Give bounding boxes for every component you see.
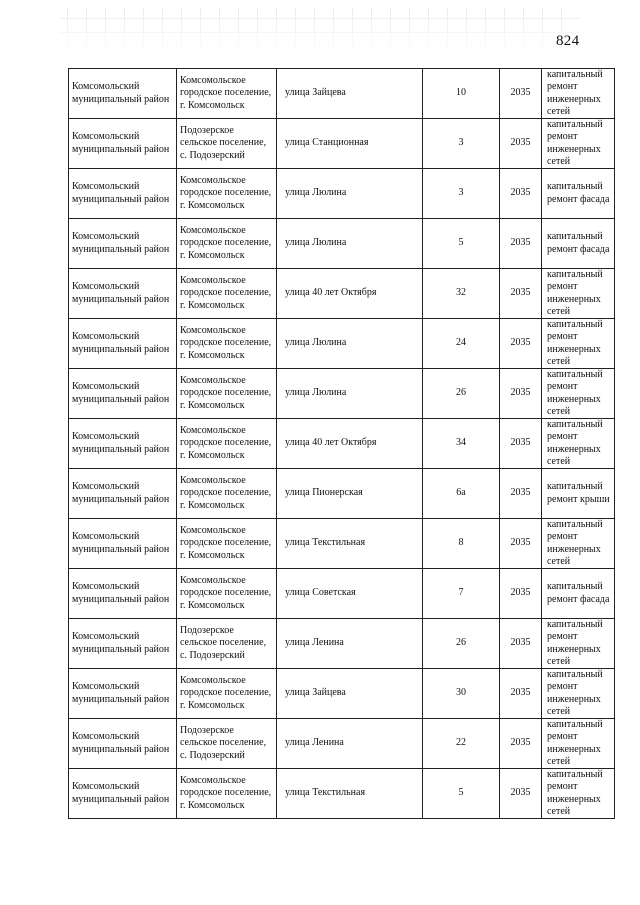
street-cell: улица Станционная <box>277 119 423 169</box>
district-cell: Комсомольский муниципальный район <box>69 419 177 469</box>
settlement-cell: Комсомольское городское поселение, г. Комсомольск <box>177 419 277 469</box>
street-cell: улица Зайцева <box>277 69 423 119</box>
year-cell: 2035 <box>500 219 542 269</box>
table-row <box>69 619 615 669</box>
house-number-cell: 6а <box>423 469 500 519</box>
work-type-cell: капитальный ремонт инженерных сетей <box>542 419 615 469</box>
settlement-cell: Комсомольское городское поселение, г. Комсомольск <box>177 569 277 619</box>
house-number-cell: 26 <box>423 369 500 419</box>
table-row <box>69 269 615 319</box>
house-number-cell: 3 <box>423 119 500 169</box>
house-number-cell: 24 <box>423 319 500 369</box>
settlement-cell: Подозерское сельское поселение, с. Подозерский <box>177 119 277 169</box>
street-cell: улица Пионерская <box>277 469 423 519</box>
district-cell: Комсомольский муниципальный район <box>69 319 177 369</box>
year-cell: 2035 <box>500 69 542 119</box>
house-number-cell: 10 <box>423 69 500 119</box>
district-cell: Комсомольский муниципальный район <box>69 169 177 219</box>
work-type-cell: капитальный ремонт фасада <box>542 169 615 219</box>
year-cell: 2035 <box>500 569 542 619</box>
table-row <box>69 569 615 619</box>
street-cell: улица Люлина <box>277 169 423 219</box>
table-row <box>69 469 615 519</box>
settlement-cell: Комсомольское городское поселение, г. Комсомольск <box>177 469 277 519</box>
district-cell: Комсомольский муниципальный район <box>69 569 177 619</box>
table-row <box>69 319 615 369</box>
table-row <box>69 769 615 819</box>
table-row <box>69 169 615 219</box>
table-row <box>69 419 615 469</box>
district-cell: Комсомольский муниципальный район <box>69 269 177 319</box>
street-cell: улица 40 лет Октября <box>277 419 423 469</box>
year-cell: 2035 <box>500 269 542 319</box>
work-type-cell: капитальный ремонт инженерных сетей <box>542 369 615 419</box>
house-number-cell: 22 <box>423 719 500 769</box>
house-number-cell: 8 <box>423 519 500 569</box>
work-type-cell: капитальный ремонт инженерных сетей <box>542 519 615 569</box>
work-type-cell: капитальный ремонт инженерных сетей <box>542 119 615 169</box>
table-row <box>69 119 615 169</box>
table-row <box>69 669 615 719</box>
settlement-cell: Комсомольское городское поселение, г. Комсомольск <box>177 319 277 369</box>
street-cell: улица Ленина <box>277 719 423 769</box>
year-cell: 2035 <box>500 669 542 719</box>
work-type-cell: капитальный ремонт инженерных сетей <box>542 769 615 819</box>
work-type-cell: капитальный ремонт инженерных сетей <box>542 319 615 369</box>
table-row <box>69 369 615 419</box>
settlement-cell: Комсомольское городское поселение, г. Комсомольск <box>177 769 277 819</box>
year-cell: 2035 <box>500 719 542 769</box>
year-cell: 2035 <box>500 469 542 519</box>
street-cell: улица Текстильная <box>277 769 423 819</box>
work-type-cell: капитальный ремонт инженерных сетей <box>542 69 615 119</box>
district-cell: Комсомольский муниципальный район <box>69 669 177 719</box>
house-number-cell: 7 <box>423 569 500 619</box>
repair-schedule-table <box>68 68 615 819</box>
house-number-cell: 30 <box>423 669 500 719</box>
work-type-cell: капитальный ремонт фасада <box>542 569 615 619</box>
year-cell: 2035 <box>500 119 542 169</box>
district-cell: Комсомольский муниципальный район <box>69 69 177 119</box>
street-cell: улица 40 лет Октября <box>277 269 423 319</box>
district-cell: Комсомольский муниципальный район <box>69 119 177 169</box>
year-cell: 2035 <box>500 319 542 369</box>
table-body <box>69 69 615 819</box>
work-type-cell: капитальный ремонт крыши <box>542 469 615 519</box>
house-number-cell: 3 <box>423 169 500 219</box>
district-cell: Комсомольский муниципальный район <box>69 219 177 269</box>
settlement-cell: Комсомольское городское поселение, г. Комсомольск <box>177 219 277 269</box>
page-number: 824 <box>556 33 580 49</box>
work-type-cell: капитальный ремонт фасада <box>542 219 615 269</box>
street-cell: улица Люлина <box>277 319 423 369</box>
house-number-cell: 5 <box>423 219 500 269</box>
street-cell: улица Люлина <box>277 369 423 419</box>
settlement-cell: Комсомольское городское поселение, г. Комсомольск <box>177 369 277 419</box>
house-number-cell: 32 <box>423 269 500 319</box>
district-cell: Комсомольский муниципальный район <box>69 619 177 669</box>
settlement-cell: Подозерское сельское поселение, с. Подозерский <box>177 619 277 669</box>
work-type-cell: капитальный ремонт инженерных сетей <box>542 719 615 769</box>
table-row <box>69 219 615 269</box>
district-cell: Комсомольский муниципальный район <box>69 719 177 769</box>
district-cell: Комсомольский муниципальный район <box>69 769 177 819</box>
work-type-cell: капитальный ремонт инженерных сетей <box>542 669 615 719</box>
house-number-cell: 5 <box>423 769 500 819</box>
work-type-cell: капитальный ремонт инженерных сетей <box>542 269 615 319</box>
district-cell: Комсомольский муниципальный район <box>69 369 177 419</box>
house-number-cell: 26 <box>423 619 500 669</box>
settlement-cell: Комсомольское городское поселение, г. Комсомольск <box>177 669 277 719</box>
settlement-cell: Комсомольское городское поселение, г. Комсомольск <box>177 69 277 119</box>
street-cell: улица Люлина <box>277 219 423 269</box>
street-cell: улица Ленина <box>277 619 423 669</box>
street-cell: улица Советская <box>277 569 423 619</box>
settlement-cell: Комсомольское городское поселение, г. Комсомольск <box>177 269 277 319</box>
house-number-cell: 34 <box>423 419 500 469</box>
year-cell: 2035 <box>500 419 542 469</box>
district-cell: Комсомольский муниципальный район <box>69 519 177 569</box>
district-cell: Комсомольский муниципальный район <box>69 469 177 519</box>
year-cell: 2035 <box>500 519 542 569</box>
settlement-cell: Подозерское сельское поселение, с. Подозерский <box>177 719 277 769</box>
settlement-cell: Комсомольское городское поселение, г. Комсомольск <box>177 169 277 219</box>
work-type-cell: капитальный ремонт инженерных сетей <box>542 619 615 669</box>
table-row <box>69 719 615 769</box>
table-row <box>69 519 615 569</box>
street-cell: улица Текстильная <box>277 519 423 569</box>
street-cell: улица Зайцева <box>277 669 423 719</box>
year-cell: 2035 <box>500 169 542 219</box>
table-row <box>69 69 615 119</box>
scan-noise <box>60 8 580 56</box>
year-cell: 2035 <box>500 619 542 669</box>
settlement-cell: Комсомольское городское поселение, г. Комсомольск <box>177 519 277 569</box>
year-cell: 2035 <box>500 769 542 819</box>
year-cell: 2035 <box>500 369 542 419</box>
